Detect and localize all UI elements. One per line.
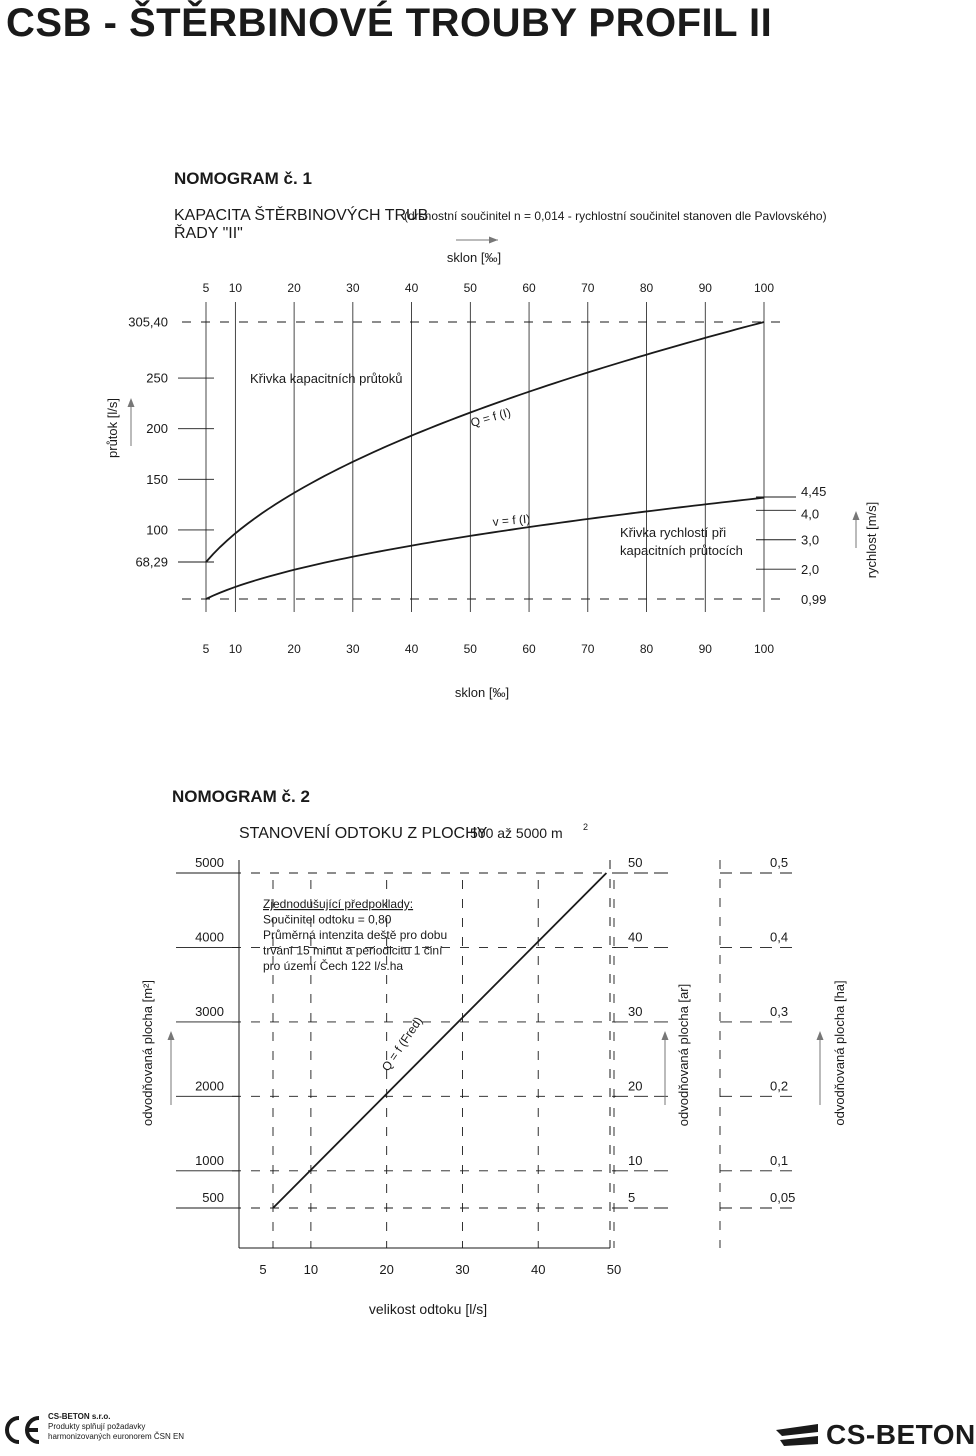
y3-tick-label: 0,5 bbox=[770, 855, 789, 870]
runoff-line-label: Q = f (Fred) bbox=[378, 1014, 426, 1074]
page-title: CSB - ŠTĚRBINOVÉ TROUBY PROFIL II bbox=[6, 1, 773, 45]
y2-axis-arrow-icon bbox=[662, 1031, 669, 1040]
flow-curve-label: Q = f (I) bbox=[468, 405, 513, 430]
y2-tick-label: 5 bbox=[628, 1190, 636, 1205]
x-tick-label: 10 bbox=[303, 1262, 319, 1277]
x-tick-label-bottom: 40 bbox=[404, 642, 419, 656]
nomogram-2-title: STANOVENÍ ODTOKU Z PLOCHY bbox=[239, 825, 488, 842]
y-tick-label: 100 bbox=[146, 522, 168, 538]
x-tick-label-top: 40 bbox=[404, 281, 419, 295]
y-axis-label: odvodňovaná plocha [m²] bbox=[140, 980, 155, 1126]
ce-mark-icon bbox=[2, 1414, 42, 1446]
y2-tick-label: 40 bbox=[628, 929, 643, 945]
y-tick-label: 150 bbox=[146, 471, 168, 487]
brand-name: CS-BETON bbox=[826, 1419, 976, 1450]
top-axis-label: sklon [‰] bbox=[446, 250, 502, 265]
y2-tick-label: 0,99 bbox=[801, 592, 827, 607]
x-tick-label: 5 bbox=[259, 1262, 267, 1277]
y3-axis-label: odvodňovaná plocha [ha] bbox=[832, 980, 847, 1126]
nomogram-2-title-superscript: 2 bbox=[583, 822, 589, 832]
company-name: CS-BETON s.r.o. bbox=[48, 1412, 111, 1421]
y-tick-label: 200 bbox=[146, 421, 168, 437]
y2-tick-label: 4,0 bbox=[801, 506, 820, 522]
y2-tick-label: 2,0 bbox=[801, 562, 820, 578]
flow-curve-annotation: Křivka kapacitních průtoků bbox=[250, 371, 403, 386]
assumption-note: Zjednodušující předpoklady: bbox=[263, 897, 414, 911]
x-axis-label: velikost odtoku [l/s] bbox=[368, 1301, 488, 1317]
y2-tick-label: 20 bbox=[628, 1078, 643, 1094]
x-tick-label-bottom: 90 bbox=[698, 642, 712, 656]
nomogram-1-title: KAPACITA ŠTĚRBINOVÝCH TRUB bbox=[174, 207, 429, 224]
velocity-curve-annotation-line1: Křivka rychlostí při bbox=[620, 525, 727, 540]
nomogram-1-subtitle: (drsnostní součinitel n = 0,014 - rychlostní součinitel stanoven dle Pavlovského) bbox=[404, 209, 827, 223]
x-axis-label-bottom: sklon [‰] bbox=[454, 685, 510, 700]
x-tick-label-bottom: 60 bbox=[522, 642, 536, 656]
y-tick-label: 500 bbox=[202, 1190, 224, 1205]
y3-tick-label: 0,4 bbox=[770, 929, 789, 945]
y-tick-label: 68,29 bbox=[135, 554, 168, 570]
footer-line-2: harmonizovaných euronorem ČSN EN bbox=[48, 1432, 185, 1441]
x-tick-label-top: 20 bbox=[287, 281, 301, 295]
y2-tick-label: 10 bbox=[628, 1152, 643, 1168]
x-tick-label: 40 bbox=[530, 1262, 546, 1277]
y3-tick-label: 0,3 bbox=[770, 1003, 789, 1019]
y2-axis-label: odvodňovaná plocha [ar] bbox=[676, 983, 691, 1127]
x-tick-label-bottom: 70 bbox=[581, 642, 595, 656]
y3-axis-arrow-icon bbox=[817, 1031, 824, 1040]
footer-line-1: Produkty splňují požadavky bbox=[48, 1422, 146, 1431]
velocity-curve-label: v = f (I) bbox=[492, 511, 531, 529]
footer-company-info bbox=[48, 1412, 184, 1442]
y-tick-label: 4000 bbox=[195, 929, 224, 945]
x-tick-label-bottom: 50 bbox=[463, 642, 477, 656]
nomogram-2-heading: NOMOGRAM č. 2 bbox=[172, 787, 310, 806]
assumption-note: Součinitel odtoku = 0,80 bbox=[263, 912, 392, 927]
y-axis-label: průtok [l/s] bbox=[105, 398, 120, 458]
x-tick-label: 20 bbox=[379, 1262, 394, 1277]
x-tick-label-top: 10 bbox=[228, 281, 243, 295]
y2-tick-label: 3,0 bbox=[801, 532, 820, 548]
x-tick-label-bottom: 30 bbox=[346, 642, 360, 656]
y2-tick-label: 50 bbox=[628, 855, 643, 870]
nomogram-1-subtitle2: ŘADY "II" bbox=[174, 225, 243, 242]
x-tick-label-top: 100 bbox=[753, 281, 775, 295]
x-tick-label-bottom: 20 bbox=[287, 642, 301, 656]
y-tick-label: 1000 bbox=[195, 1152, 224, 1168]
y-tick-label: 305,40 bbox=[128, 314, 168, 330]
y2-axis-label: rychlost [m/s] bbox=[864, 501, 879, 579]
x-tick-label: 50 bbox=[606, 1262, 622, 1277]
x-tick-label-top: 30 bbox=[346, 281, 360, 295]
y-tick-label: 3000 bbox=[195, 1003, 224, 1019]
x-tick-label-bottom: 5 bbox=[202, 642, 210, 656]
x-tick-label-top: 5 bbox=[202, 281, 210, 295]
x-tick-label-top: 80 bbox=[639, 281, 654, 295]
y3-tick-label: 0,2 bbox=[770, 1078, 789, 1094]
x-tick-label: 30 bbox=[455, 1262, 470, 1277]
y2-tick-label: 4,45 bbox=[801, 484, 827, 499]
y-tick-label: 5000 bbox=[195, 855, 224, 870]
y-tick-label: 250 bbox=[146, 370, 168, 386]
y-tick-label: 2000 bbox=[195, 1078, 224, 1094]
x-tick-label-bottom: 100 bbox=[753, 642, 775, 656]
assumption-note: trvání 15 minut a periodicitu 1 činí bbox=[263, 943, 443, 958]
x-tick-label-top: 70 bbox=[581, 281, 595, 295]
y3-tick-label: 0,1 bbox=[770, 1152, 789, 1168]
x-tick-label-top: 60 bbox=[522, 281, 536, 295]
x-tick-label-top: 50 bbox=[463, 281, 477, 295]
assumption-note: Průměrná intenzita deště pro dobu bbox=[263, 928, 448, 942]
nomogram-1-heading: NOMOGRAM č. 1 bbox=[174, 169, 312, 188]
y-axis-arrow-icon bbox=[168, 1031, 175, 1040]
y3-tick-label: 0,05 bbox=[770, 1190, 796, 1205]
y2-tick-label: 30 bbox=[628, 1003, 643, 1019]
x-tick-label-top: 90 bbox=[698, 281, 712, 295]
x-tick-label-bottom: 10 bbox=[228, 642, 243, 656]
assumption-note: pro území Čech 122 l/s.ha bbox=[263, 959, 404, 973]
x-tick-label-bottom: 80 bbox=[639, 642, 654, 656]
nomogram-2-title-range: 500 až 5000 m bbox=[470, 825, 563, 841]
velocity-curve-annotation-line2: kapacitních průtocích bbox=[620, 543, 743, 558]
